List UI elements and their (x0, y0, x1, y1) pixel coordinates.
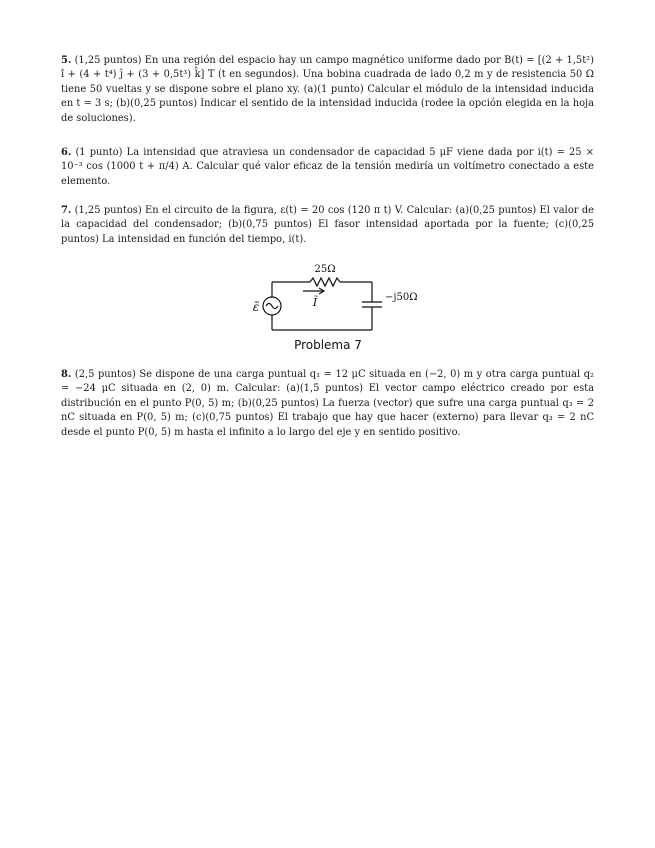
ac-source-wave (266, 304, 278, 309)
problem-number: 8. (61, 369, 72, 380)
capacitor-label: −j50Ω (385, 292, 418, 303)
problem-5 (61, 54, 594, 126)
problem-number: 6. (61, 147, 72, 158)
problem-number: 7. (61, 205, 72, 216)
problem-text: (2,5 puntos) Se dispone de una carga puntual q₁ = 12 μC situada en (−2, 0) m y otra carga puntual q₂ = −24 μC situada en (2, 0) m. Calcular: (a)(1,5 puntos) El vector campo eléctrico creado por esta distribución en el punto P(0, 5) m; (b)(0,25 puntos) La fuerza (vector) que sufre una carga puntual q₃ = 2 nC situada en P(0, 5) m; (c)(0,75 puntos) El trabajo que hay que hacer (externo) para llevar q₃ = 2 nC desde el punto P(0, 5) m hasta el infinito a lo largo del eje y en sentido positivo. (61, 369, 594, 438)
resistor-label: 25Ω (314, 264, 336, 275)
resistor (310, 278, 340, 286)
source-label: ε̃ (252, 300, 260, 314)
problem-6 (61, 146, 594, 189)
problem-number: 5. (61, 55, 72, 66)
problem-text: (1,25 puntos) En una región del espacio hay un campo magnético uniforme dado por B(t) = [(2 + 1,5t²) î + (4 + t⁴) ĵ + (3 + 0,5t³) k̂] T (t en segundos). Una bobina cuadrada de lado 0,2 m y de resistencia 50 Ω tiene 50 vueltas y se dispone sobre el plano xy. (a)(1 punto) Calcular el módulo de la intensidad inducida en t = 3 s; (b)(0,25 puntos) Indicar el sentido de la intensidad inducida (rodee la opción elegida en la hoja de soluciones). (61, 55, 594, 124)
problem-text: (1 punto) La intensidad que atraviesa un condensador de capacidad 5 μF viene dada por i(t) = 25 × 10⁻³ cos (1000 t + π/4) A. Calcular qué valor eficaz de la tensión mediría un voltímetro conectado a este elemento. (61, 147, 594, 187)
problem-text: (1,25 puntos) En el circuito de la figura, ε(t) = 20 cos (120 π t) V. Calcular: (a)(0,25 puntos) El valor de la capacidad del condensador; (b)(0,75 puntos) El fasor intensidad aportada por la fuente; (c)(0,25 puntos) La intensidad en función del tiempo, i(t). (61, 205, 595, 245)
problem-7 (61, 204, 594, 247)
problem-8 (61, 368, 594, 440)
current-label: Ĩ (312, 296, 318, 309)
figure-caption: Problema 7 (294, 338, 362, 352)
